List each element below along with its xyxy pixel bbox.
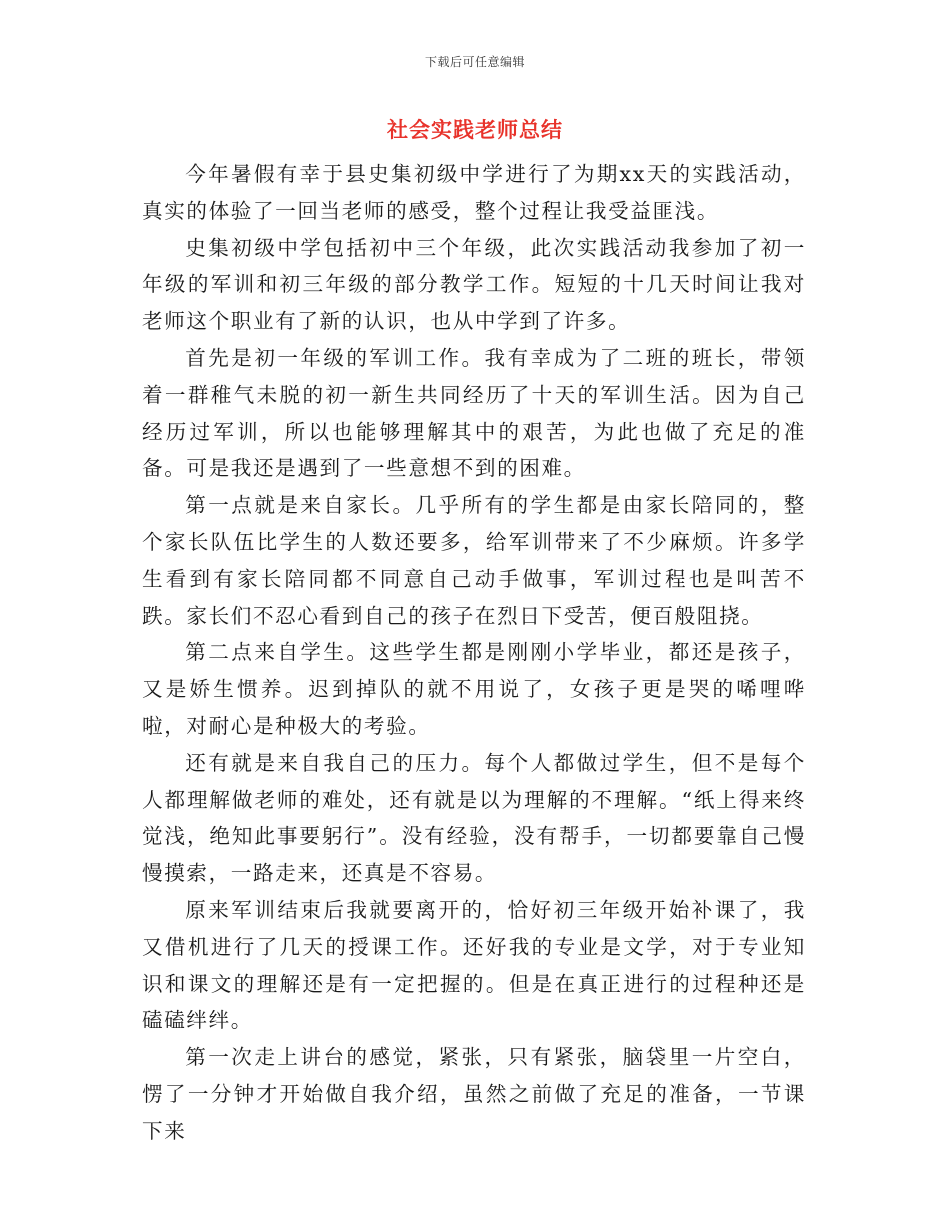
paragraph: 第一次走上讲台的感觉，紧张，只有紧张，脑袋里一片空白，愣了一分钟才开始做自我介绍，虽然之前做了充足的准备，一节课下来 <box>142 1045 806 1143</box>
paragraph: 第一点就是来自家长。几乎所有的学生都是由家长陪同的，整个家长队伍比学生的人数还要多，给军训带来了不少麻烦。许多学生看到有家长陪同都不同意自己动手做事，军训过程也是叫苦不跌。家长们不忍心看到自己的孩子在烈日下受苦，便百般阻挠。 <box>142 493 806 628</box>
document-title: 社会实践老师总结 <box>387 118 563 142</box>
paragraph: 今年暑假有幸于县史集初级中学进行了为期xx天的实践活动，真实的体验了一回当老师的感受，整个过程让我受益匪浅。 <box>142 162 806 223</box>
page-header: 下载后可任意编辑 <box>424 55 525 69</box>
paragraph: 还有就是来自我自己的压力。每个人都做过学生，但不是每个人都理解做老师的难处，还有就是以为理解的不理解。“纸上得来终觉浅，绝知此事要躬行”。没有经验，没有帮手，一切都要靠自己慢慢摸索，一路走来，还真是不容易。 <box>142 750 806 886</box>
paragraph: 第二点来自学生。这些学生都是刚刚小学毕业，都还是孩子，又是娇生惯养。迟到掉队的就不用说了，女孩子更是哭的唏哩哗啦，对耐心是种极大的考验。 <box>142 640 806 738</box>
paragraph: 史集初级中学包括初中三个年级，此次实践活动我参加了初一年级的军训和初三年级的部分教学工作。短短的十几天时间让我对老师这个职业有了新的认识，也从中学到了许多。 <box>142 235 806 334</box>
document-body <box>142 156 806 1150</box>
paragraph: 原来军训结束后我就要离开的，恰好初三年级开始补课了，我又借机进行了几天的授课工作。还好我的专业是文学，对于专业知识和课文的理解还是有一定把握的。但是在真正进行的过程种还是磕磕绊绊。 <box>142 897 806 1033</box>
paragraph: 首先是初一年级的军训工作。我有幸成为了二班的班长，带领着一群稚气未脱的初一新生共同经历了十天的军训生活。因为自己经历过军训，所以也能够理解其中的艰苦，为此也做了充足的准备。可是我还是遇到了一些意想不到的困难。 <box>142 345 806 481</box>
